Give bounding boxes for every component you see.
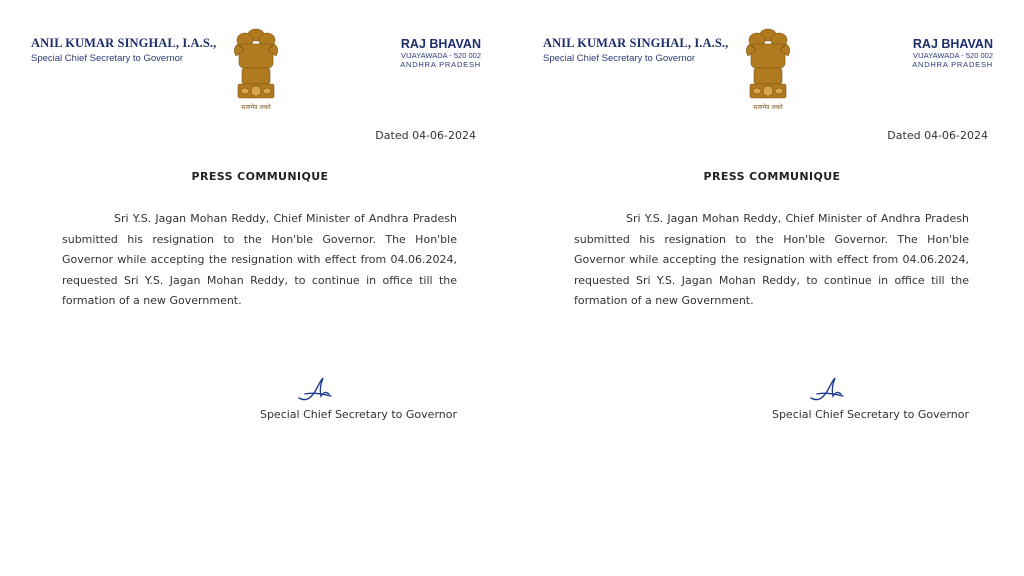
sender-name: ANIL KUMAR SINGHAL, I.A.S., bbox=[543, 36, 729, 50]
communique-body: Sri Y.S. Jagan Mohan Reddy, Chief Minister of Andhra Pradesh submitted his resignation to the Hon'ble Governor. The Hon'ble Governor while accepting the resignation with effect from 04.06.2024, requested Sri Y.S. Jagan Mohan Reddy, to continue in office till the formation of a new Government. bbox=[574, 212, 969, 307]
press-communique-right bbox=[512, 0, 1024, 576]
state-emblem-icon bbox=[738, 26, 798, 112]
sender-title: Special Chief Secretary to Governor bbox=[31, 53, 184, 64]
document-date: Dated 04-06-2024 bbox=[887, 129, 988, 142]
sender-title: Special Chief Secretary to Governor bbox=[543, 53, 696, 64]
emblem-motto: सत्यमेव जयते bbox=[753, 104, 783, 111]
signature-icon bbox=[807, 374, 847, 404]
office-name: RAJ BHAVAN bbox=[912, 37, 993, 51]
office-state: ANDHRA PRADESH bbox=[912, 60, 993, 69]
document-heading: PRESS COMMUNIQUE bbox=[703, 170, 841, 183]
signature-icon bbox=[295, 374, 335, 404]
office-city: VIJAYAWADA - 520 002 bbox=[912, 51, 993, 60]
state-emblem-icon bbox=[226, 26, 286, 112]
signatory-title: Special Chief Secretary to Governor bbox=[259, 408, 457, 421]
office-name: RAJ BHAVAN bbox=[400, 37, 481, 51]
signatory-title: Special Chief Secretary to Governor bbox=[771, 408, 969, 421]
office-state: ANDHRA PRADESH bbox=[400, 60, 481, 69]
document-heading: PRESS COMMUNIQUE bbox=[191, 170, 329, 183]
document-date: Dated 04-06-2024 bbox=[375, 129, 476, 142]
sender-name: ANIL KUMAR SINGHAL, I.A.S., bbox=[31, 36, 217, 50]
office-city: VIJAYAWADA - 520 002 bbox=[400, 51, 481, 60]
communique-body: Sri Y.S. Jagan Mohan Reddy, Chief Minister of Andhra Pradesh submitted his resignation to the Hon'ble Governor. The Hon'ble Governor while accepting the resignation with effect from 04.06.2024, requested Sri Y.S. Jagan Mohan Reddy, to continue in office till the formation of a new Government. bbox=[62, 212, 457, 307]
emblem-motto: सत्यमेव जयते bbox=[241, 104, 271, 111]
